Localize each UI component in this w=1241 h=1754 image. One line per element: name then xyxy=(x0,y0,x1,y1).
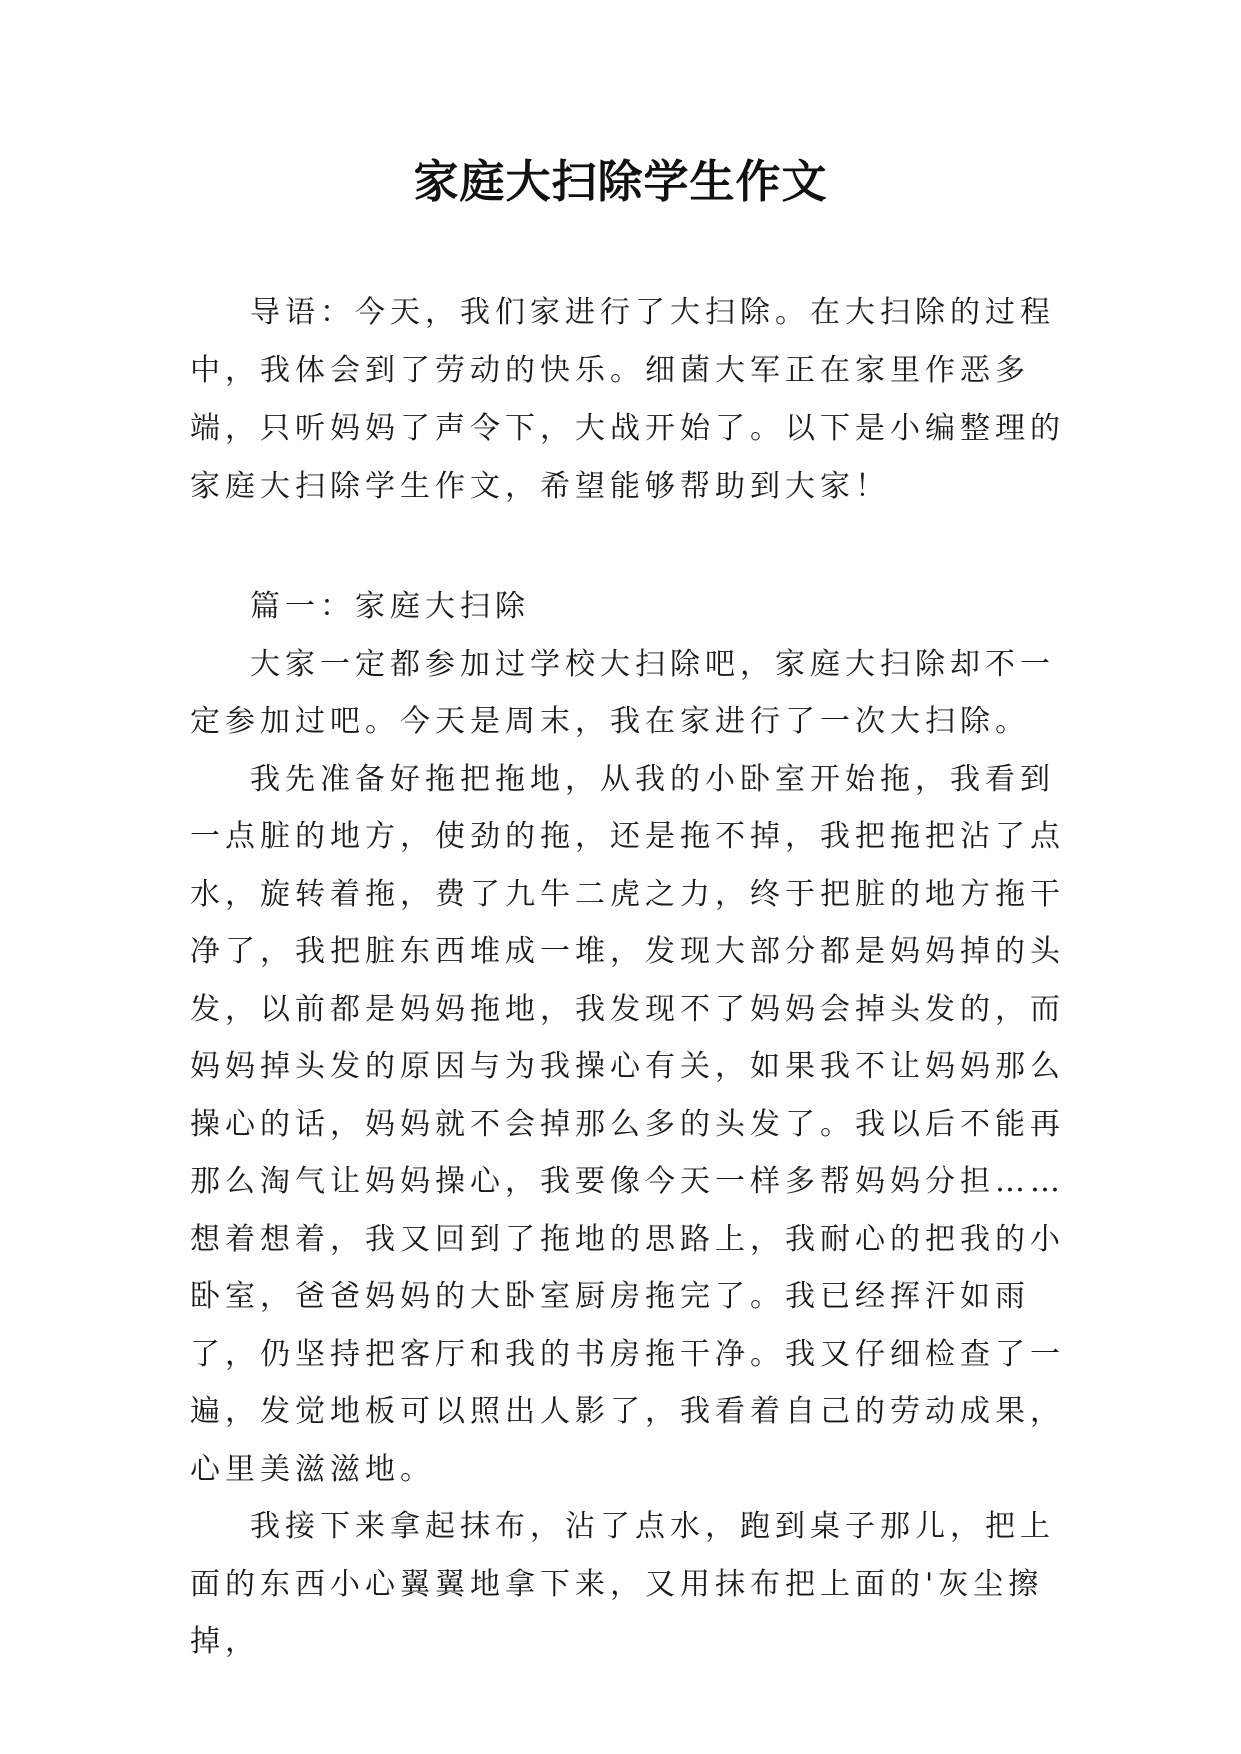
body-paragraph-1: 大家一定都参加过学校大扫除吧，家庭大扫除却不一定参加过吧。今天是周末，我在家进行了一次大扫除。 xyxy=(190,646,1055,739)
body-paragraph-3: 我接下来拿起抹布，沾了点水，跑到桌子那儿，把上面的东西小心翼翼地拿下来，又用抹布把上面的'灰尘擦掉， xyxy=(190,1509,1055,1659)
section-heading: 篇一：家庭大扫除 xyxy=(250,589,530,624)
essay-section-1 xyxy=(190,578,1066,1671)
body-paragraph-2: 我先准备好拖把拖地，从我的小卧室开始拖，我看到一点脏的地方，使劲的拖，还是拖不掉，我把拖把沾了点水，旋转着拖，费了九牛二虎之力，终于把脏的地方拖干净了，我把脏东西堆成一堆，发现大部分都是妈妈掉的头发，以前都是妈妈拖地，我发现不了妈妈会掉头发的，而妈妈掉头发的原因与为我操心有关，如果我不让妈妈那么操心的话，妈妈就不会掉那么多的头发了。我以后不能再那么淘气让妈妈操心，我要像今天一样多帮妈妈分担……想着想着，我又回到了拖地的思路上，我耐心的把我的小卧室，爸爸妈妈的大卧室厨房拖完了。我已经挥汗如雨了，仍坚持把客厅和我的书房拖干净。我又仔细检查了一遍，发觉地板可以照出人影了，我看着自己的劳动成果，心里美滋滋地。 xyxy=(190,761,1065,1487)
document-title: 家庭大扫除学生作文 xyxy=(413,155,828,208)
intro-block xyxy=(190,284,1066,516)
intro-paragraph: 导语：今天，我们家进行了大扫除。在大扫除的过程中，我体会到了劳动的快乐。细菌大军正在家里作恶多端，只听妈妈了声令下，大战开始了。以下是小编整理的家庭大扫除学生作文，希望能够帮助到大家！ xyxy=(190,295,1065,504)
